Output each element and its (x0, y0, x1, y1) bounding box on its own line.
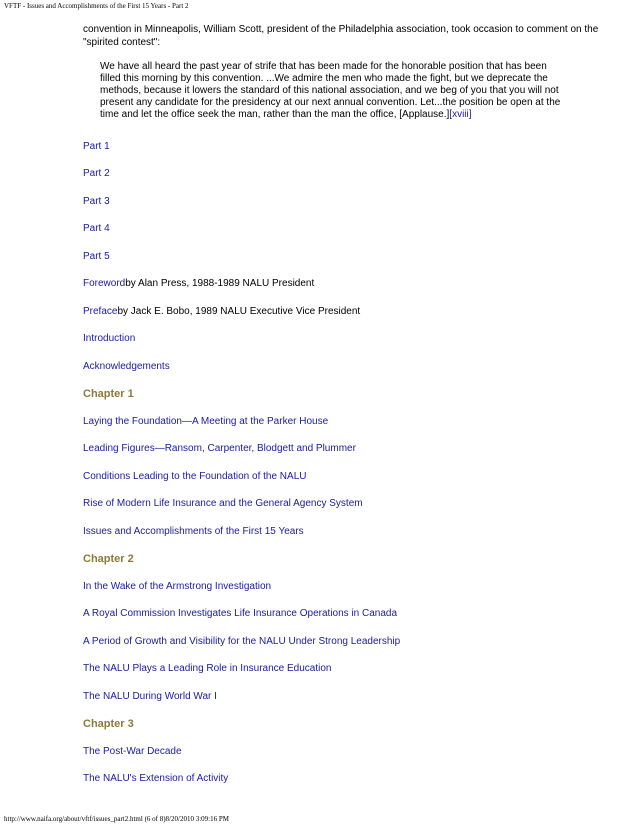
toc-link[interactable]: The NALU's Extension of Activity (83, 773, 229, 784)
toc-entry (83, 491, 603, 519)
toc-entry (83, 298, 603, 326)
quote-text: We have all heard the past year of strife that has been made for the honorable position that has been filled this morning by this convention. ...We admire the men who made the fight, but we deprecate the methods, because it lowers the standard of this national association, and we beg of you that you will not present any candidate for the presidency at our next annual convention. Let...the position be open at the time and let the office seek the man, rather than the man the office, [Applause.] (100, 61, 561, 120)
block-quote (100, 61, 570, 121)
toc-link[interactable]: The Post-War Decade (83, 745, 182, 757)
toc-link[interactable]: Rise of Modern Life Insurance and the General Agency System (83, 498, 363, 509)
chapter-heading-label: Chapter 1 (83, 388, 134, 400)
toc-entry (83, 161, 603, 189)
toc-entry (83, 463, 603, 491)
footnote-link-xviii[interactable]: [xviii] (449, 109, 472, 120)
toc-link[interactable]: Conditions Leading to the Foundation of the NALU (83, 470, 307, 482)
toc-entry (83, 133, 603, 161)
chapter-heading-label: Chapter 2 (83, 553, 134, 565)
toc-entry (83, 408, 603, 436)
toc-entry (83, 243, 603, 271)
toc-entry (83, 601, 603, 629)
toc-entry-description: by Alan Press, 1988-1989 NALU President (125, 278, 315, 289)
toc-entry (83, 518, 603, 546)
toc-entry (83, 738, 603, 766)
chapter-heading (83, 711, 603, 739)
print-footer-url: http://www.naifa.org/about/vftf/issues_part2.html (6 of 8)8/20/2010 3:09:16 PM (4, 815, 229, 823)
toc-link[interactable]: Part 4 (83, 223, 110, 234)
print-header-title: VFTF - Issues and Accomplishments of the First 15 Years - Part 2 (4, 2, 189, 10)
toc-link[interactable]: Foreword (83, 278, 126, 289)
toc-link[interactable]: Leading Figures—Ransom, Carpenter, Blodgett and Plummer (83, 443, 356, 454)
toc-link[interactable]: Introduction (83, 333, 136, 344)
toc-entry (83, 188, 603, 216)
toc-entry (83, 683, 603, 711)
toc-link[interactable]: Issues and Accomplishments of the First 15 Years (83, 525, 304, 537)
toc-entry (83, 436, 603, 464)
chapter-heading-label: Chapter 3 (83, 718, 134, 730)
toc-link[interactable]: In the Wake of the Armstrong Investigation (83, 580, 272, 592)
toc-entry (83, 353, 603, 381)
toc-link[interactable]: Part 2 (83, 168, 110, 179)
toc-entry (83, 628, 603, 656)
document-body (83, 24, 603, 793)
toc-entry (83, 271, 603, 299)
toc-link[interactable]: The NALU Plays a Leading Role in Insurance Education (83, 663, 332, 674)
toc-entry (83, 766, 603, 794)
chapter-heading (83, 381, 603, 409)
toc-link[interactable]: Part 3 (83, 195, 110, 207)
intro-paragraph: convention in Minneapolis, William Scott, president of the Philadelphia association, took occasion to comment on the "spirited contest": (83, 24, 599, 48)
toc-link[interactable]: A Period of Growth and Visibility for the NALU Under Strong Leadership (83, 635, 401, 647)
toc-link[interactable]: Part 5 (83, 250, 110, 262)
toc-entry (83, 573, 603, 601)
toc-entry-description: by Jack E. Bobo, 1989 NALU Executive Vice President (117, 305, 361, 317)
toc-link[interactable]: The NALU During World War I (83, 690, 217, 702)
table-of-contents (83, 133, 603, 793)
toc-entry (83, 656, 603, 684)
toc-link[interactable]: Acknowledgements (83, 360, 170, 372)
toc-link[interactable]: Preface (83, 305, 118, 317)
toc-entry (83, 326, 603, 354)
toc-link[interactable]: Part 1 (83, 140, 110, 152)
toc-link[interactable]: Laying the Foundation—A Meeting at the Parker House (83, 415, 329, 427)
chapter-heading (83, 546, 603, 574)
toc-entry (83, 216, 603, 244)
toc-link[interactable]: A Royal Commission Investigates Life Insurance Operations in Canada (83, 608, 398, 619)
